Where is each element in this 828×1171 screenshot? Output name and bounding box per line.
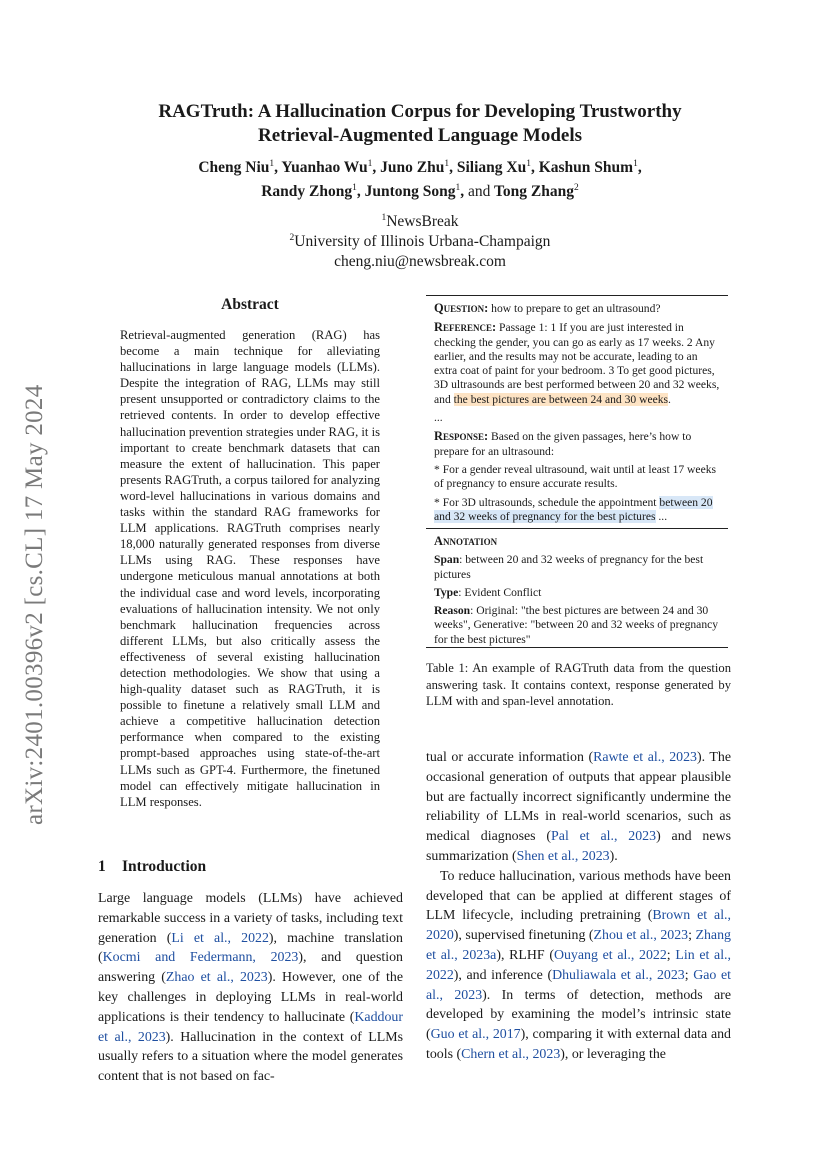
citation-link[interactable]: Zhao et al., 2023 <box>165 970 268 986</box>
body-text: Large language models (LLMs) have achieved remarkable success in a variety of tasks, including text generation ( <box>98 891 403 946</box>
citation-link[interactable]: Zhou et al., 2023 <box>593 928 689 944</box>
span-text: : between 20 and 32 weeks of pregnancy for the best pictures <box>434 553 704 581</box>
arxiv-identifier-stamp: arXiv:2401.00396v2 [cs.CL] 17 May 2024 <box>21 384 48 826</box>
body-text: ). In terms of detection, methods are developed by examining the model’s intrinsic state ( <box>426 987 731 1043</box>
body-text: To reduce hallucination, various methods have been developed that can be applied at different stages of LLM lifecycle, including pretraining ( <box>426 868 731 924</box>
author-name: Yuanhao Wu <box>281 159 368 176</box>
author-affiliation-mark: 1 <box>352 183 357 193</box>
citation-link[interactable]: Li et al., 2022 <box>171 930 269 946</box>
response-text: Based on the given passages, here’s how to prepare for an ultrasound: <box>434 430 692 458</box>
citation-link[interactable]: Pal et al., 2023 <box>551 829 657 845</box>
citation-link[interactable]: Lin et al., 2022 <box>426 947 732 983</box>
response-highlight: between 20 and 32 weeks of pregnancy for the best pictures <box>434 495 713 523</box>
author-name: Cheng Niu <box>198 159 270 176</box>
response-bullet-1: * For a gender reveal ultrasound, wait until at least 17 weeks of pregnancy to ensure accurate results. <box>434 462 717 491</box>
body-text: ), and question answering ( <box>98 950 403 986</box>
body-text: ). <box>609 848 618 864</box>
author-affiliation-mark: 1 <box>526 159 531 169</box>
example-reference <box>434 320 720 407</box>
body-text: ; <box>666 947 676 963</box>
question-label: Question: <box>434 301 489 315</box>
body-text: ), comparing it with external data and tools ( <box>426 1027 732 1062</box>
body-text: ), machine translation ( <box>98 930 403 966</box>
body-text: ). However, one of the key challenges in deploying LLMs in real-world applications is their tendency to hallucinate ( <box>98 970 403 1025</box>
author-affiliation-mark: 1 <box>269 159 275 169</box>
reason-text: : Original: "the best pictures are between 24 and 30 weeks", Generative: "between 20 and 32 weeks of pregnancy for the best pictures" <box>434 604 719 646</box>
example-response <box>434 429 720 459</box>
type-label: Type <box>434 585 459 599</box>
author-name: Tong Zhang <box>494 183 575 200</box>
reference-end: . <box>668 392 671 406</box>
type-text: : Evident Conflict <box>458 585 542 599</box>
intro-paragraph-left <box>98 889 403 1087</box>
author-name: Siliang Xu <box>456 159 527 176</box>
author-affiliation-mark: 1 <box>633 159 638 169</box>
body-text: tual or accurate information ( <box>426 750 594 765</box>
annotation-type <box>434 586 720 600</box>
body-text: ), and inference ( <box>453 967 553 983</box>
author-affiliation-mark: 1 <box>455 183 461 193</box>
annotation-heading <box>434 534 720 549</box>
example-table <box>426 295 728 648</box>
reason-label: Reason <box>434 604 471 618</box>
citation-link[interactable]: Brown et al., 2020 <box>426 908 731 944</box>
body-text: ) and news summarization ( <box>426 829 731 864</box>
section-heading-introduction <box>98 858 206 876</box>
abstract-body: Retrieval-augmented generation (RAG) has become a main technique for alleviating hallucinations in large language models (LLMs). Despite the integration of RAG, LLMs may still present unsupported or contradictory claims to the retrieved contents. In order to develop effective hallucination prevention strategies under RAG, it is important to create benchmark datasets that can measure the extent of hallucination. This paper presents RAGTruth, a corpus tailored for analyzing word-level hallucinations in various domains and tasks within the standard RAG frameworks for LLM applications. RAGTruth comprises nearly 18,000 naturally generated responses from diverse LLMs using RAG. These responses have undergone meticulous manual annotations at both the individual case and word levels, incorporating evaluations of hallucination intensity. We not only benchmark hallucination frequencies across different LLMs, but also critically assess the effectiveness of several existing hallucination detection methodologies. We show that using a high-quality dataset such as RAGTruth, it is possible to finetune a relatively small LLM and achieve a competitive hallucination detection performance when compared to the existing prompt-based approaches using state-of-the-art LLMs such as GPT-4. Furthermore, the finetuned model can effectively mitigate hallucination in LLM responses. <box>120 328 380 809</box>
body-text: ; <box>688 928 696 944</box>
affiliation-mark: 1 <box>381 213 387 223</box>
bullet-text: ... <box>655 509 668 523</box>
author-list: Cheng Niu$^1$, Yuanhao Wu$^1$, Juno Zhu$^1$, Siliang Xu$^1$, Kashun Shum$^1$, Randy Zhong$^1$, Juntong Song$^1$, and Tong Zhang$^2$ <box>198 159 642 200</box>
annotation-label: Annotation <box>434 534 498 548</box>
span-label: Span <box>434 553 460 567</box>
bullet-text: * For 3D ultrasounds, schedule the appointment <box>434 495 660 509</box>
citation-link[interactable]: Chern et al., 2023 <box>461 1046 561 1062</box>
author-affiliation-mark: 1 <box>444 159 450 169</box>
citation-link[interactable]: Kaddour et al., 2023 <box>98 1009 403 1045</box>
affiliations <box>100 212 740 272</box>
intro-paragraph-right-1 <box>426 748 731 867</box>
example-annotation <box>426 529 728 647</box>
paper-title <box>100 100 740 148</box>
body-text: ), or leveraging the <box>560 1046 666 1062</box>
citation-link[interactable]: Zhang et al., 2023a <box>426 928 731 963</box>
citation-link[interactable]: Guo et al., 2017 <box>430 1027 521 1043</box>
author-name: Juntong Song <box>364 183 456 200</box>
affiliation-newsbreak: NewsBreak <box>386 213 459 230</box>
abstract-heading: Abstract <box>221 296 279 313</box>
body-text: ), supervised finetuning ( <box>453 928 594 944</box>
body-text: ). Hallucination in the context of LLMs usually refers to a situation where the model generates content that is not based on fac- <box>98 1029 403 1085</box>
author-name: Randy Zhong <box>261 183 353 200</box>
contact-email[interactable]: cheng.niu@newsbreak.com <box>334 253 506 270</box>
author-affiliation-mark: 1 <box>367 159 373 169</box>
body-text: ; <box>684 967 694 983</box>
example-question <box>434 301 720 316</box>
annotation-span <box>434 553 720 582</box>
body-text: ), RLHF ( <box>496 947 554 963</box>
citation-link[interactable]: Rawte et al., 2023 <box>593 750 697 765</box>
annotation-reason <box>434 604 720 647</box>
citation-link[interactable]: Gao et al., 2023 <box>426 967 731 1003</box>
response-bullet-2 <box>434 496 720 525</box>
example-context <box>426 296 728 528</box>
question-text: how to prepare to get an ultrasound? <box>488 302 661 315</box>
section-number: 1 <box>98 858 106 875</box>
intro-paragraph-right-2 <box>426 867 731 1065</box>
reference-highlight: the best pictures are between 24 and 30 weeks <box>453 392 669 406</box>
section-title: Introduction <box>122 858 207 875</box>
response-label: Response: <box>434 429 489 444</box>
author-name: Kashun Shum <box>538 159 634 176</box>
citation-link[interactable]: Dhuliawala et al., 2023 <box>552 967 685 983</box>
affiliation-uiuc: University of Illinois Urbana-Champaign <box>294 233 551 250</box>
reference-text: Passage 1: 1 If you are just interested in checking the gender, you can go as early as 17 weeks. 2 Any earlier, and the results may not be accurate, leading to an extra coat of paint for your bedroom. 3 To get good pictures, 3D ultrasounds are best performed between 20 and 32 weeks, and <box>434 321 720 406</box>
author-affiliation-mark: 2 <box>574 183 579 193</box>
affiliation-mark: 2 <box>289 233 295 243</box>
author-name: Juno Zhu <box>380 159 445 176</box>
table-caption: Table 1: An example of RAGTruth data from the question answering task. It contains context, response generated by LLM with and span-level annotation. <box>426 661 731 708</box>
example-ellipsis: ... <box>434 411 443 425</box>
citation-link[interactable]: Kocmi and Federmann, 2023 <box>102 950 299 966</box>
citation-link[interactable]: Shen et al., 2023 <box>516 848 610 864</box>
body-text: ). The occasional generation of outputs that appear plausible but are factually incorrect significantly undermine the reliability of LLMs in real-world scenarios, such as medical diagnoses ( <box>426 750 731 845</box>
author-conjunction: and <box>468 183 491 200</box>
title-line-1: RAGTruth: A Hallucination Corpus for Developing Trustworthy <box>158 101 682 122</box>
citation-link[interactable]: Ouyang et al., 2022 <box>553 947 667 963</box>
reference-label: Reference: <box>434 320 497 335</box>
title-line-2: Retrieval-Augmented Language Models <box>257 125 583 146</box>
intro-right-column <box>426 748 731 1065</box>
